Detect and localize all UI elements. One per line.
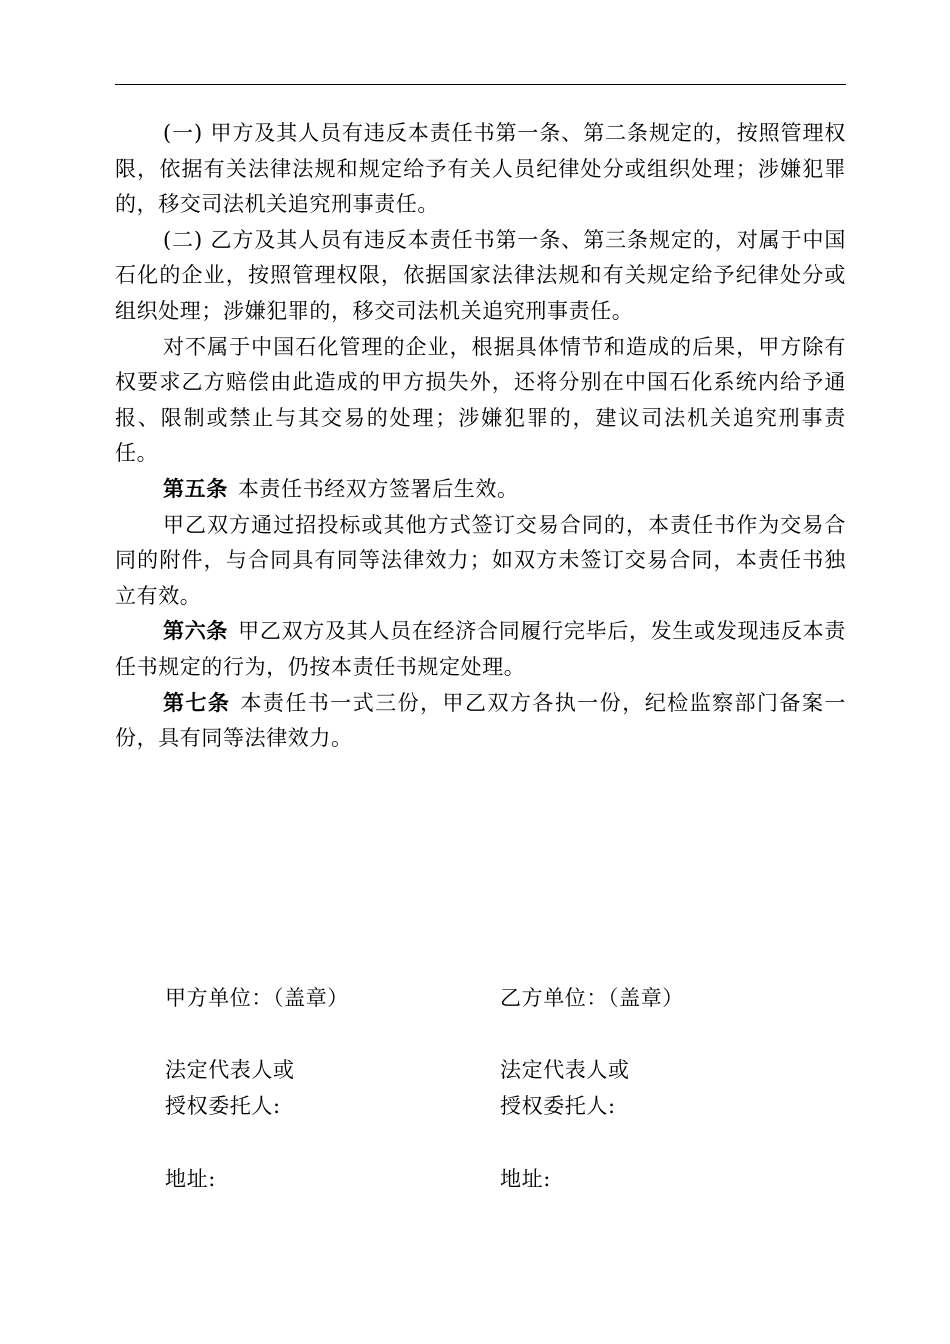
clause-paragraph-3 [115, 330, 846, 472]
clause-text: (二) 乙方及其人员有违反本责任书第一条、第三条规定的，对属于中国石化的企业，按照管理权限，依据国家法律法规和有关规定给予纪律处分或组织处理；涉嫌犯罪的，移交司法机关追究刑事责任。 [115, 227, 846, 323]
article-text: 甲乙双方及其人员在经济合同履行完毕后，发生或发现违反本责任书规定的行为，仍按本责任书规定处理。 [115, 619, 846, 679]
clause-text: 对不属于中国石化管理的企业，根据具体情节和造成的后果，甲方除有权要求乙方赔偿由此造成的甲方损失外，还将分别在中国石化系统内给予通报、限制或禁止与其交易的处理；涉嫌犯罪的，建议司法机关追究刑事责任。 [115, 334, 846, 466]
party-b-unit-label: 乙方单位：（盖章） [500, 986, 684, 1010]
party-b-rep-line2: 授权委托人: [500, 1094, 616, 1118]
party-b-representative [500, 1052, 630, 1124]
party-a-unit-label: 甲方单位：（盖章） [165, 986, 349, 1010]
article-5-detail-paragraph [115, 508, 846, 615]
party-b-rep-line1: 法定代表人或 [500, 1058, 630, 1082]
article-6-paragraph [115, 614, 846, 685]
header-rule [115, 84, 846, 85]
article-number: 第六条 [163, 619, 229, 644]
clause-text: 甲乙双方通过招投标或其他方式签订交易合同的，本责任书作为交易合同的附件，与合同具有同等法律效力；如双方未签订交易合同，本责任书独立有效。 [115, 512, 846, 608]
clause-paragraph-1 [115, 116, 846, 223]
party-b-address [500, 1161, 551, 1197]
party-a-unit [165, 980, 349, 1016]
party-b-unit [500, 980, 684, 1016]
party-b-address-label: 地址: [500, 1167, 551, 1191]
article-5-paragraph [115, 472, 846, 508]
clause-text: (一) 甲方及其人员有违反本责任书第一条、第二条规定的，按照管理权限，依据有关法律法规和规定给予有关人员纪律处分或组织处理；涉嫌犯罪的，移交司法机关追究刑事责任。 [115, 121, 846, 217]
article-7-paragraph [115, 686, 846, 757]
document-body [115, 116, 846, 757]
article-number: 第七条 [163, 690, 231, 715]
party-a-rep-line1: 法定代表人或 [165, 1058, 295, 1082]
party-a-address [165, 1161, 216, 1197]
article-number: 第五条 [163, 476, 228, 501]
article-text: 本责任书经双方签署后生效。 [237, 476, 519, 501]
party-a-rep-line2: 授权委托人: [165, 1094, 281, 1118]
article-text: 本责任书一式三份，甲乙双方各执一份，纪检监察部门备案一份，具有同等法律效力。 [115, 690, 846, 751]
clause-paragraph-2 [115, 223, 846, 330]
party-a-representative [165, 1052, 295, 1124]
party-a-address-label: 地址: [165, 1167, 216, 1191]
